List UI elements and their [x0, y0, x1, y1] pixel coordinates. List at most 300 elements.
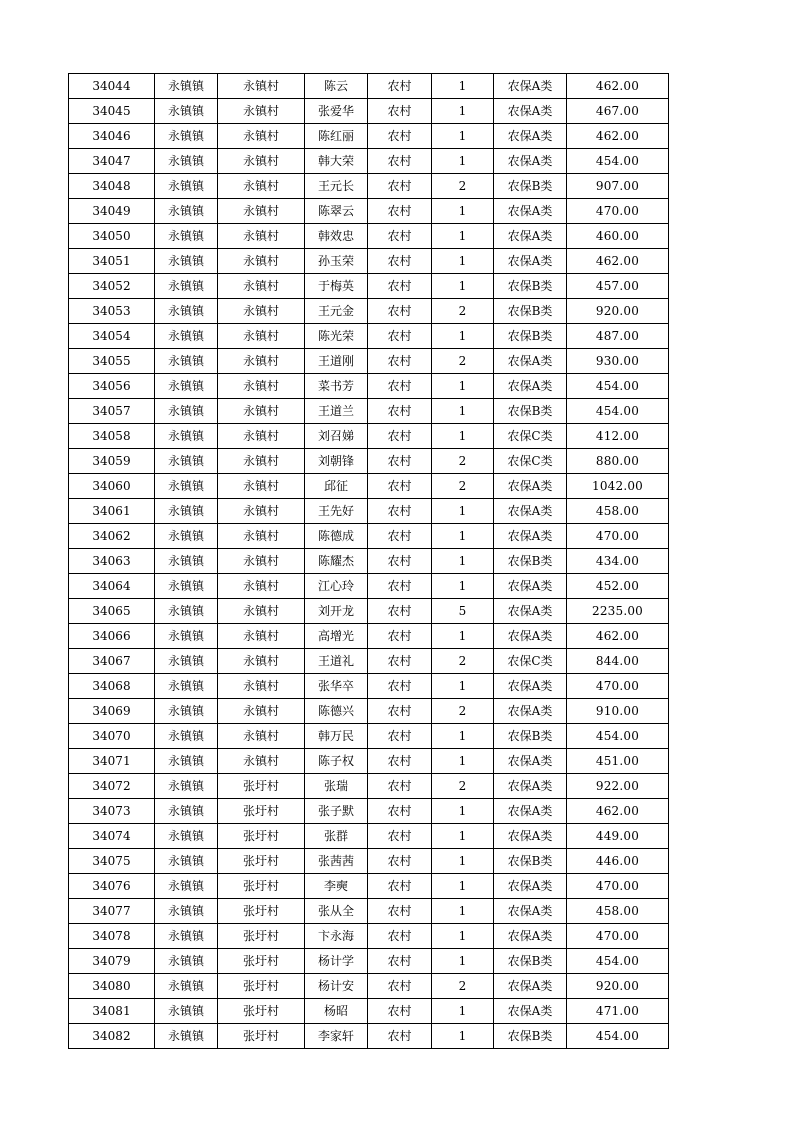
village-cell: 永镇村: [218, 249, 305, 274]
household-type-cell: 农村: [368, 474, 432, 499]
record-number-cell: 34078: [69, 924, 155, 949]
amount-cell: 471.00: [567, 999, 669, 1024]
amount-cell: 454.00: [567, 149, 669, 174]
household-type-cell: 农村: [368, 99, 432, 124]
village-cell: 永镇村: [218, 549, 305, 574]
record-number-cell: 34072: [69, 774, 155, 799]
person-count-cell: 2: [432, 974, 494, 999]
person-count-cell: 1: [432, 574, 494, 599]
person-count-cell: 1: [432, 899, 494, 924]
household-type-cell: 农村: [368, 699, 432, 724]
person-count-cell: 2: [432, 474, 494, 499]
town-cell: 永镇镇: [155, 374, 218, 399]
household-type-cell: 农村: [368, 799, 432, 824]
town-cell: 永镇镇: [155, 874, 218, 899]
name-cell: 孙玉荣: [305, 249, 368, 274]
town-cell: 永镇镇: [155, 324, 218, 349]
household-type-cell: 农村: [368, 374, 432, 399]
household-type-cell: 农村: [368, 224, 432, 249]
household-type-cell: 农村: [368, 774, 432, 799]
record-number-cell: 34045: [69, 99, 155, 124]
village-cell: 永镇村: [218, 374, 305, 399]
village-cell: 永镇村: [218, 424, 305, 449]
table-row: [69, 149, 669, 174]
category-cell: 农保A类: [494, 799, 567, 824]
table-row: [69, 349, 669, 374]
record-number-cell: 34079: [69, 949, 155, 974]
record-number-cell: 34075: [69, 849, 155, 874]
town-cell: 永镇镇: [155, 824, 218, 849]
town-cell: 永镇镇: [155, 99, 218, 124]
person-count-cell: 1: [432, 1024, 494, 1049]
person-count-cell: 2: [432, 299, 494, 324]
amount-cell: 454.00: [567, 399, 669, 424]
amount-cell: 454.00: [567, 374, 669, 399]
person-count-cell: 1: [432, 224, 494, 249]
town-cell: 永镇镇: [155, 899, 218, 924]
household-type-cell: 农村: [368, 1024, 432, 1049]
household-type-cell: 农村: [368, 599, 432, 624]
category-cell: 农保A类: [494, 874, 567, 899]
town-cell: 永镇镇: [155, 699, 218, 724]
amount-cell: 922.00: [567, 774, 669, 799]
town-cell: 永镇镇: [155, 349, 218, 374]
amount-cell: 454.00: [567, 1024, 669, 1049]
table-row: [69, 724, 669, 749]
name-cell: 韩大荣: [305, 149, 368, 174]
category-cell: 农保B类: [494, 324, 567, 349]
town-cell: 永镇镇: [155, 74, 218, 99]
person-count-cell: 1: [432, 424, 494, 449]
amount-cell: 434.00: [567, 549, 669, 574]
amount-cell: 462.00: [567, 799, 669, 824]
amount-cell: 462.00: [567, 624, 669, 649]
amount-cell: 910.00: [567, 699, 669, 724]
person-count-cell: 1: [432, 624, 494, 649]
household-type-cell: 农村: [368, 974, 432, 999]
record-number-cell: 34068: [69, 674, 155, 699]
record-number-cell: 34057: [69, 399, 155, 424]
table-row: [69, 999, 669, 1024]
town-cell: 永镇镇: [155, 399, 218, 424]
category-cell: 农保B类: [494, 949, 567, 974]
category-cell: 农保A类: [494, 224, 567, 249]
person-count-cell: 1: [432, 949, 494, 974]
table-row: [69, 249, 669, 274]
record-number-cell: 34076: [69, 874, 155, 899]
amount-cell: 454.00: [567, 949, 669, 974]
category-cell: 农保B类: [494, 399, 567, 424]
household-type-cell: 农村: [368, 174, 432, 199]
record-number-cell: 34052: [69, 274, 155, 299]
name-cell: 于梅英: [305, 274, 368, 299]
table-row: [69, 524, 669, 549]
village-cell: 永镇村: [218, 599, 305, 624]
record-number-cell: 34056: [69, 374, 155, 399]
household-type-cell: 农村: [368, 199, 432, 224]
record-number-cell: 34051: [69, 249, 155, 274]
amount-cell: 454.00: [567, 724, 669, 749]
town-cell: 永镇镇: [155, 249, 218, 274]
table-row: [69, 499, 669, 524]
town-cell: 永镇镇: [155, 999, 218, 1024]
name-cell: 杨计学: [305, 949, 368, 974]
person-count-cell: 1: [432, 99, 494, 124]
village-cell: 永镇村: [218, 474, 305, 499]
village-cell: 张圩村: [218, 949, 305, 974]
category-cell: 农保B类: [494, 299, 567, 324]
amount-cell: 449.00: [567, 824, 669, 849]
village-cell: 永镇村: [218, 74, 305, 99]
record-number-cell: 34077: [69, 899, 155, 924]
document-page: [68, 73, 668, 1049]
town-cell: 永镇镇: [155, 499, 218, 524]
village-cell: 永镇村: [218, 574, 305, 599]
category-cell: 农保A类: [494, 199, 567, 224]
table-row: [69, 974, 669, 999]
household-type-cell: 农村: [368, 349, 432, 374]
household-type-cell: 农村: [368, 674, 432, 699]
name-cell: 卞永海: [305, 924, 368, 949]
amount-cell: 470.00: [567, 524, 669, 549]
village-cell: 永镇村: [218, 499, 305, 524]
beneficiary-table: [68, 73, 669, 1049]
village-cell: 张圩村: [218, 774, 305, 799]
category-cell: 农保A类: [494, 699, 567, 724]
table-row: [69, 799, 669, 824]
amount-cell: 487.00: [567, 324, 669, 349]
amount-cell: 907.00: [567, 174, 669, 199]
record-number-cell: 34054: [69, 324, 155, 349]
table-row: [69, 199, 669, 224]
village-cell: 永镇村: [218, 149, 305, 174]
village-cell: 永镇村: [218, 99, 305, 124]
record-number-cell: 34064: [69, 574, 155, 599]
household-type-cell: 农村: [368, 324, 432, 349]
amount-cell: 920.00: [567, 299, 669, 324]
person-count-cell: 2: [432, 699, 494, 724]
record-number-cell: 34055: [69, 349, 155, 374]
table-row: [69, 449, 669, 474]
village-cell: 永镇村: [218, 674, 305, 699]
name-cell: 张茜茜: [305, 849, 368, 874]
household-type-cell: 农村: [368, 949, 432, 974]
record-number-cell: 34058: [69, 424, 155, 449]
table-row: [69, 574, 669, 599]
town-cell: 永镇镇: [155, 474, 218, 499]
town-cell: 永镇镇: [155, 949, 218, 974]
category-cell: 农保C类: [494, 449, 567, 474]
town-cell: 永镇镇: [155, 174, 218, 199]
household-type-cell: 农村: [368, 299, 432, 324]
town-cell: 永镇镇: [155, 224, 218, 249]
name-cell: 韩效忠: [305, 224, 368, 249]
category-cell: 农保A类: [494, 124, 567, 149]
record-number-cell: 34073: [69, 799, 155, 824]
town-cell: 永镇镇: [155, 599, 218, 624]
household-type-cell: 农村: [368, 724, 432, 749]
name-cell: 李奭: [305, 874, 368, 899]
person-count-cell: 1: [432, 999, 494, 1024]
household-type-cell: 农村: [368, 424, 432, 449]
table-row: [69, 699, 669, 724]
record-number-cell: 34080: [69, 974, 155, 999]
amount-cell: 412.00: [567, 424, 669, 449]
name-cell: 韩万民: [305, 724, 368, 749]
person-count-cell: 1: [432, 549, 494, 574]
town-cell: 永镇镇: [155, 274, 218, 299]
category-cell: 农保A类: [494, 674, 567, 699]
amount-cell: 467.00: [567, 99, 669, 124]
household-type-cell: 农村: [368, 549, 432, 574]
table-row: [69, 174, 669, 199]
village-cell: 永镇村: [218, 274, 305, 299]
record-number-cell: 34044: [69, 74, 155, 99]
person-count-cell: 2: [432, 349, 494, 374]
village-cell: 永镇村: [218, 649, 305, 674]
person-count-cell: 1: [432, 724, 494, 749]
person-count-cell: 2: [432, 774, 494, 799]
household-type-cell: 农村: [368, 149, 432, 174]
table-row: [69, 1024, 669, 1049]
village-cell: 张圩村: [218, 824, 305, 849]
table-row: [69, 399, 669, 424]
amount-cell: 844.00: [567, 649, 669, 674]
town-cell: 永镇镇: [155, 574, 218, 599]
table-row: [69, 899, 669, 924]
person-count-cell: 1: [432, 274, 494, 299]
person-count-cell: 1: [432, 374, 494, 399]
category-cell: 农保A类: [494, 774, 567, 799]
amount-cell: 458.00: [567, 899, 669, 924]
amount-cell: 460.00: [567, 224, 669, 249]
table-row: [69, 424, 669, 449]
amount-cell: 930.00: [567, 349, 669, 374]
name-cell: 陈翠云: [305, 199, 368, 224]
person-count-cell: 1: [432, 824, 494, 849]
name-cell: 陈德兴: [305, 699, 368, 724]
name-cell: 杨昭: [305, 999, 368, 1024]
household-type-cell: 农村: [368, 924, 432, 949]
category-cell: 农保A类: [494, 149, 567, 174]
name-cell: 王元长: [305, 174, 368, 199]
record-number-cell: 34046: [69, 124, 155, 149]
town-cell: 永镇镇: [155, 649, 218, 674]
record-number-cell: 34049: [69, 199, 155, 224]
category-cell: 农保B类: [494, 724, 567, 749]
record-number-cell: 34047: [69, 149, 155, 174]
table-row: [69, 749, 669, 774]
record-number-cell: 34082: [69, 1024, 155, 1049]
town-cell: 永镇镇: [155, 674, 218, 699]
town-cell: 永镇镇: [155, 524, 218, 549]
name-cell: 陈红丽: [305, 124, 368, 149]
name-cell: 陈子权: [305, 749, 368, 774]
person-count-cell: 1: [432, 749, 494, 774]
village-cell: 永镇村: [218, 199, 305, 224]
record-number-cell: 34069: [69, 699, 155, 724]
person-count-cell: 2: [432, 449, 494, 474]
amount-cell: 470.00: [567, 924, 669, 949]
record-number-cell: 34063: [69, 549, 155, 574]
table-row: [69, 649, 669, 674]
household-type-cell: 农村: [368, 449, 432, 474]
amount-cell: 2235.00: [567, 599, 669, 624]
name-cell: 张瑞: [305, 774, 368, 799]
town-cell: 永镇镇: [155, 549, 218, 574]
person-count-cell: 1: [432, 849, 494, 874]
record-number-cell: 34065: [69, 599, 155, 624]
table-row: [69, 74, 669, 99]
household-type-cell: 农村: [368, 274, 432, 299]
record-number-cell: 34071: [69, 749, 155, 774]
name-cell: 王道兰: [305, 399, 368, 424]
amount-cell: 470.00: [567, 674, 669, 699]
town-cell: 永镇镇: [155, 1024, 218, 1049]
name-cell: 张爱华: [305, 99, 368, 124]
person-count-cell: 1: [432, 149, 494, 174]
category-cell: 农保A类: [494, 599, 567, 624]
village-cell: 张圩村: [218, 899, 305, 924]
category-cell: 农保A类: [494, 349, 567, 374]
person-count-cell: 2: [432, 174, 494, 199]
category-cell: 农保A类: [494, 474, 567, 499]
category-cell: 农保A类: [494, 99, 567, 124]
name-cell: 王元金: [305, 299, 368, 324]
town-cell: 永镇镇: [155, 924, 218, 949]
category-cell: 农保C类: [494, 424, 567, 449]
amount-cell: 462.00: [567, 124, 669, 149]
person-count-cell: 1: [432, 249, 494, 274]
name-cell: 刘朝锋: [305, 449, 368, 474]
name-cell: 陈耀杰: [305, 549, 368, 574]
household-type-cell: 农村: [368, 399, 432, 424]
village-cell: 永镇村: [218, 299, 305, 324]
table-row: [69, 374, 669, 399]
category-cell: 农保A类: [494, 574, 567, 599]
table-row: [69, 299, 669, 324]
record-number-cell: 34081: [69, 999, 155, 1024]
category-cell: 农保A类: [494, 624, 567, 649]
amount-cell: 451.00: [567, 749, 669, 774]
record-number-cell: 34066: [69, 624, 155, 649]
household-type-cell: 农村: [368, 824, 432, 849]
household-type-cell: 农村: [368, 649, 432, 674]
table-row: [69, 874, 669, 899]
category-cell: 农保A类: [494, 824, 567, 849]
village-cell: 永镇村: [218, 224, 305, 249]
table-row: [69, 99, 669, 124]
record-number-cell: 34074: [69, 824, 155, 849]
record-number-cell: 34070: [69, 724, 155, 749]
category-cell: 农保B类: [494, 549, 567, 574]
household-type-cell: 农村: [368, 874, 432, 899]
village-cell: 张圩村: [218, 874, 305, 899]
category-cell: 农保A类: [494, 524, 567, 549]
table-row: [69, 324, 669, 349]
village-cell: 张圩村: [218, 799, 305, 824]
village-cell: 永镇村: [218, 399, 305, 424]
household-type-cell: 农村: [368, 74, 432, 99]
name-cell: 王道刚: [305, 349, 368, 374]
name-cell: 刘召娣: [305, 424, 368, 449]
amount-cell: 470.00: [567, 874, 669, 899]
table-body: [69, 74, 669, 1049]
name-cell: 张华卒: [305, 674, 368, 699]
village-cell: 永镇村: [218, 324, 305, 349]
household-type-cell: 农村: [368, 124, 432, 149]
name-cell: 陈云: [305, 74, 368, 99]
table-row: [69, 924, 669, 949]
amount-cell: 462.00: [567, 249, 669, 274]
table-row: [69, 599, 669, 624]
town-cell: 永镇镇: [155, 849, 218, 874]
record-number-cell: 34048: [69, 174, 155, 199]
person-count-cell: 1: [432, 124, 494, 149]
record-number-cell: 34061: [69, 499, 155, 524]
name-cell: 杨计安: [305, 974, 368, 999]
amount-cell: 458.00: [567, 499, 669, 524]
amount-cell: 446.00: [567, 849, 669, 874]
table-row: [69, 124, 669, 149]
household-type-cell: 农村: [368, 524, 432, 549]
table-row: [69, 624, 669, 649]
name-cell: 菜书芳: [305, 374, 368, 399]
town-cell: 永镇镇: [155, 724, 218, 749]
household-type-cell: 农村: [368, 624, 432, 649]
name-cell: 邱征: [305, 474, 368, 499]
town-cell: 永镇镇: [155, 449, 218, 474]
name-cell: 陈德成: [305, 524, 368, 549]
town-cell: 永镇镇: [155, 299, 218, 324]
person-count-cell: 1: [432, 524, 494, 549]
amount-cell: 462.00: [567, 74, 669, 99]
category-cell: 农保A类: [494, 899, 567, 924]
table-row: [69, 674, 669, 699]
village-cell: 永镇村: [218, 749, 305, 774]
category-cell: 农保B类: [494, 849, 567, 874]
name-cell: 高增光: [305, 624, 368, 649]
town-cell: 永镇镇: [155, 149, 218, 174]
household-type-cell: 农村: [368, 999, 432, 1024]
name-cell: 陈光荣: [305, 324, 368, 349]
category-cell: 农保A类: [494, 924, 567, 949]
category-cell: 农保A类: [494, 974, 567, 999]
category-cell: 农保A类: [494, 74, 567, 99]
village-cell: 永镇村: [218, 699, 305, 724]
household-type-cell: 农村: [368, 849, 432, 874]
category-cell: 农保C类: [494, 649, 567, 674]
person-count-cell: 1: [432, 874, 494, 899]
household-type-cell: 农村: [368, 249, 432, 274]
town-cell: 永镇镇: [155, 749, 218, 774]
village-cell: 永镇村: [218, 349, 305, 374]
category-cell: 农保B类: [494, 174, 567, 199]
village-cell: 永镇村: [218, 449, 305, 474]
household-type-cell: 农村: [368, 899, 432, 924]
person-count-cell: 1: [432, 674, 494, 699]
town-cell: 永镇镇: [155, 624, 218, 649]
person-count-cell: 1: [432, 799, 494, 824]
name-cell: 张子默: [305, 799, 368, 824]
amount-cell: 1042.00: [567, 474, 669, 499]
table-row: [69, 474, 669, 499]
household-type-cell: 农村: [368, 499, 432, 524]
name-cell: 王先好: [305, 499, 368, 524]
table-row: [69, 774, 669, 799]
name-cell: 张从全: [305, 899, 368, 924]
town-cell: 永镇镇: [155, 424, 218, 449]
